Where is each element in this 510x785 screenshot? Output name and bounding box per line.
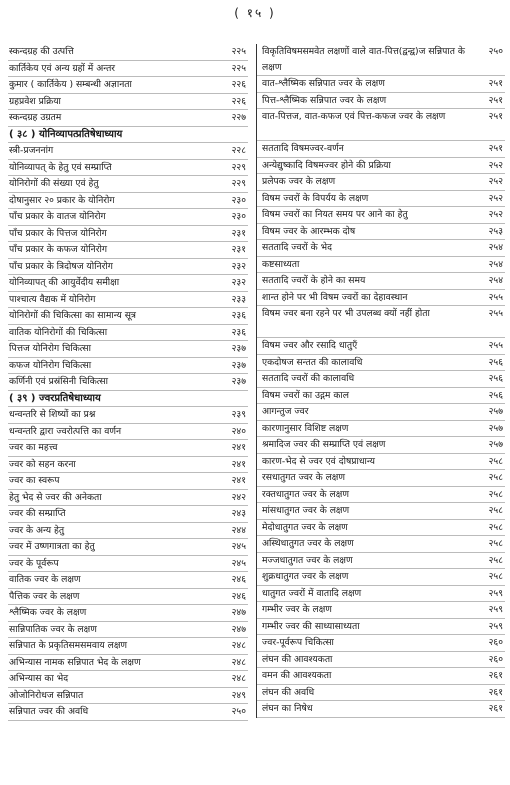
toc-entry-title: रक्तधातुगत ज्वर के लक्षण — [262, 488, 349, 500]
toc-entry-page: २३० — [231, 211, 246, 222]
toc-entry — [8, 374, 248, 391]
toc-entry-page: २५९ — [488, 604, 503, 615]
toc-entry-page: २५८ — [488, 472, 503, 483]
toc-entry — [8, 358, 248, 375]
toc-entry-page: २५७ — [488, 439, 503, 450]
toc-entry-title: ओजोनिरोधज सन्निपात — [9, 689, 84, 701]
toc-entry — [8, 556, 248, 573]
toc-entry-page: २३७ — [231, 359, 246, 371]
toc-entry-page: २५६ — [488, 373, 503, 384]
toc-entry-title: ग्रहप्रवेश प्रक्रिया — [9, 95, 61, 107]
toc-entry-title: स्कन्दग्रह की उत्पत्ति — [9, 46, 74, 57]
toc-entry-page: २५७ — [488, 406, 503, 417]
toc-entry-title: आगन्तुज ज्वर — [262, 406, 309, 417]
toc-entry — [257, 701, 505, 718]
toc-entry — [257, 569, 505, 586]
toc-entry-title: धन्वन्तरि द्वारा ज्वरोत्पत्ति का वर्णन — [9, 425, 122, 437]
toc-entry-title: कार्तिकेय एवं अन्य ग्रहों में अन्तर — [9, 62, 116, 74]
toc-entry-title: सान्निपातिक ज्वर के लक्षण — [9, 623, 97, 635]
toc-entry-page: २५४ — [488, 275, 503, 286]
toc-entry — [8, 308, 248, 325]
toc-entry-page: २३७ — [231, 376, 246, 387]
toc-entry-title: पाँच प्रकार के त्रिदोषज योनिरोग — [9, 260, 113, 272]
toc-entry-title: मज्जधातुगत ज्वर के लक्षण — [262, 554, 353, 566]
toc-entry — [8, 325, 248, 342]
toc-chapter-heading — [8, 391, 248, 408]
toc-entry-page: २२५ — [231, 46, 246, 57]
toc-entry-page: २४० — [231, 425, 246, 437]
toc-entry — [8, 77, 248, 94]
toc-entry-page: २५८ — [488, 521, 503, 533]
toc-entry-page: २४७ — [231, 607, 246, 618]
toc-entry-page: २६१ — [488, 703, 503, 714]
toc-entry — [8, 440, 248, 457]
toc-entry — [257, 668, 505, 685]
toc-entry — [8, 638, 248, 655]
toc-entry — [257, 158, 505, 175]
toc-entry — [257, 306, 505, 338]
toc-entry-title: पित्त-श्लैष्मिक सन्निपात ज्वर के लक्षण — [262, 94, 387, 106]
toc-entry-page: २४४ — [231, 524, 246, 536]
toc-entry-page: २५१ — [488, 143, 503, 154]
toc-entry-title: वातिक योनिरोगों की चिकित्सा — [9, 326, 108, 338]
toc-entry-title: सन्निपात के प्रकृतिसमसमवाय लक्षण — [9, 640, 128, 651]
toc-entry — [8, 473, 248, 490]
toc-entry-title: मांसधातुगत ज्वर के लक्षण — [262, 505, 350, 516]
toc-entry-page: २५१ — [488, 94, 503, 106]
toc-entry-page: २५२ — [488, 209, 503, 220]
toc-entry — [257, 93, 505, 110]
toc-entry — [257, 553, 505, 570]
toc-entry-title: वातिक ज्वर के लक्षण — [9, 574, 81, 585]
toc-entry — [8, 341, 248, 358]
toc-entry-page: २४८ — [231, 640, 246, 651]
toc-entry — [257, 257, 505, 274]
toc-entry — [257, 635, 505, 652]
toc-entry-title: विषम ज्वरों का नियत समय पर आने का हेतु — [262, 209, 408, 220]
toc-entry-page: २२५ — [231, 62, 246, 74]
toc-entry-page: २३१ — [231, 244, 246, 255]
toc-entry-title: पाँच प्रकार के वातज योनिरोग — [9, 211, 106, 222]
toc-entry — [257, 338, 505, 355]
toc-entry-title: वात-श्लैष्मिक सन्निपात ज्वर के लक्षण — [262, 78, 385, 89]
toc-entry-page: २५८ — [488, 505, 503, 516]
toc-entry — [257, 404, 505, 421]
toc-entry — [8, 424, 248, 441]
toc-entry-page: २४५ — [231, 541, 246, 552]
toc-entry — [8, 704, 248, 721]
toc-entry — [8, 671, 248, 688]
toc-entry-title: कारणानुसार विशिष्ट लक्षण — [262, 422, 349, 434]
toc-entry — [257, 371, 505, 388]
toc-entry — [257, 207, 505, 224]
toc-entry — [8, 275, 248, 292]
toc-entry-page: २४२ — [231, 491, 246, 503]
toc-entry — [257, 44, 505, 76]
toc-entry — [257, 421, 505, 438]
toc-entry-page: २२६ — [231, 95, 246, 107]
toc-entry-page: २५५ — [488, 308, 503, 319]
toc-entry-title: शुक्रधातुगत ज्वर के लक्षण — [262, 571, 349, 582]
toc-chapter-heading — [8, 127, 248, 144]
toc-entry-title: शान्त होने पर भी विषम ज्वरों का देहावस्थान — [262, 291, 408, 303]
toc-entry-title: पाँच प्रकार के कफज योनिरोग — [9, 244, 108, 255]
toc-entry — [257, 141, 505, 158]
toc-entry-page: २६० — [488, 653, 503, 665]
toc-entry — [257, 388, 505, 405]
toc-entry-page: २५१ — [488, 111, 503, 122]
toc-entry-title: वमन की आवश्यकता — [262, 670, 332, 681]
toc-entry-page: २५८ — [488, 488, 503, 500]
toc-entry — [257, 470, 505, 487]
toc-entry-title: रसधातुगत ज्वर के लक्षण — [262, 472, 346, 483]
toc-entry-title: कष्टसाध्यता — [262, 258, 300, 270]
toc-entry — [8, 688, 248, 705]
toc-entry-title: योनिव्यापत् के हेतु एवं सम्प्राप्ति — [9, 161, 112, 173]
toc-entry-title: अभिन्यास का भेद — [9, 673, 69, 684]
toc-entry — [257, 454, 505, 471]
toc-entry-page: २३१ — [231, 227, 246, 239]
toc-entry-title: एकदोषज सन्तत की कालावधि — [262, 356, 363, 368]
toc-entry-page: २४९ — [231, 689, 246, 701]
toc-entry-title: प्रलेपक ज्वर के लक्षण — [262, 176, 336, 187]
toc-entry-title: कारण-भेद से ज्वर एवं दोषप्राधान्य — [262, 455, 375, 467]
toc-entry-title: कुमार ( कार्तिकेय ) सम्बन्धी अज्ञानता — [9, 79, 132, 90]
toc-entry-page: २२९ — [231, 178, 246, 189]
toc-entry — [8, 457, 248, 474]
toc-entry — [257, 355, 505, 372]
toc-entry — [8, 622, 248, 639]
toc-entry-page: २५८ — [488, 455, 503, 467]
toc-entry-page: २५२ — [488, 159, 503, 171]
toc-entry — [257, 174, 505, 191]
toc-entry-title: सततादि विषमज्वर-वर्णन — [262, 143, 344, 154]
toc-entry — [8, 61, 248, 78]
toc-entry-page: २४६ — [231, 590, 246, 602]
toc-entry — [8, 292, 248, 309]
toc-entry — [257, 503, 505, 520]
toc-entry-title: अस्थिधातुगत ज्वर के लक्षण — [262, 538, 354, 549]
toc-entry-page: २३९ — [231, 409, 246, 420]
toc-entry-title: ज्वर को सहन करना — [9, 458, 76, 470]
toc-entry — [257, 76, 505, 93]
toc-entry-title: सततादि ज्वरों की कालावधि — [262, 373, 355, 384]
toc-entry — [257, 109, 505, 141]
toc-entry-page: २५१ — [488, 78, 503, 89]
toc-entry — [8, 407, 248, 424]
toc-entry — [8, 110, 248, 127]
toc-entry — [257, 520, 505, 537]
toc-entry-title: हेतु भेद से ज्वर की अनेकता — [9, 491, 102, 503]
toc-entry-page: २५० — [488, 46, 503, 57]
toc-entry-title: लंघन की आवश्यकता — [262, 653, 333, 665]
toc-entry-title: अन्येद्युष्कादि विषमज्वर होने की प्रक्रिया — [262, 159, 391, 171]
toc-entry-page: २४७ — [231, 623, 246, 635]
toc-entry-title: स्त्री-प्रजननांग — [9, 145, 54, 156]
toc-entry-page: २४८ — [231, 673, 246, 684]
toc-entry-title: योनिव्यापत् की आयुर्वेदीय समीक्षा — [9, 277, 120, 288]
toc-entry-page: २५८ — [488, 538, 503, 549]
toc-entry — [257, 652, 505, 669]
toc-entry-page: २४५ — [231, 557, 246, 569]
toc-entry — [257, 685, 505, 702]
toc-entry-page: २५८ — [488, 554, 503, 566]
toc-right-column — [256, 44, 505, 718]
toc-entry-title: योनिरोगों की चिकित्सा का सामान्य सूत्र — [9, 310, 136, 321]
toc-entry — [8, 209, 248, 226]
toc-entry — [257, 602, 505, 619]
toc-entry-page: २४१ — [231, 442, 246, 453]
toc-entry-title: वात-पित्तज, वात-कफज एवं पित्त-कफज ज्वर के लक्षण — [262, 111, 446, 122]
toc-entry-page: २५७ — [488, 422, 503, 434]
toc-entry-title: विषम ज्वर और रसादि धातुएँ — [262, 340, 358, 351]
toc-entry-page: २५० — [231, 706, 246, 717]
toc-entry-title: दोषानुसार २० प्रकार के योनिरोग — [9, 194, 115, 206]
toc-entry — [257, 290, 505, 307]
toc-entry-title: पाँच प्रकार के पित्तज योनिरोग — [9, 227, 107, 239]
toc-entry — [257, 224, 505, 241]
toc-entry — [8, 506, 248, 523]
toc-entry-page: २३२ — [231, 277, 246, 288]
toc-entry-title: ज्वर में उष्णगात्रता का हेतु — [9, 541, 95, 552]
toc-entry-title: ( ३८ ) योनिव्यापत्प्रतिषेधाध्याय — [9, 128, 123, 140]
toc-entry-page: २५२ — [488, 192, 503, 204]
toc-entry-page: २४३ — [231, 508, 246, 519]
toc-entry-page: २३३ — [231, 293, 246, 305]
toc-entry-page: २५९ — [488, 620, 503, 632]
toc-entry-title: अभिन्यास नामक सन्निपात भेद के लक्षण — [9, 656, 141, 668]
toc-entry — [8, 160, 248, 177]
toc-entry — [257, 487, 505, 504]
toc-entry-title: ज्वर की सम्प्राप्ति — [9, 508, 66, 519]
toc-entry-page: २६० — [488, 637, 503, 648]
toc-entry-title: विषम ज्वरों के विपर्यय के लक्षण — [262, 192, 369, 204]
toc-entry — [257, 240, 505, 257]
toc-entry-page: २३६ — [231, 310, 246, 321]
toc-entry-title: कफज योनिरोग चिकित्सा — [9, 359, 92, 371]
toc-entry — [8, 589, 248, 606]
toc-entry-title: विषम ज्वर बना रहने पर भी उपलब्ध क्यों नहीं होता — [262, 308, 430, 319]
toc-entry-title: धातुगत ज्वरों में वातादि लक्षण — [262, 587, 362, 599]
toc-entry — [8, 655, 248, 672]
toc-entry-page: २५२ — [488, 176, 503, 187]
toc-entry-title: गम्भीर ज्वर की साध्यासाध्यता — [262, 620, 360, 632]
toc-entry-title: ज्वर-पूर्वरूप चिकित्सा — [262, 637, 334, 648]
toc-entry — [257, 191, 505, 208]
toc-entry-page: २३२ — [231, 260, 246, 272]
toc-entry-title: सततादि ज्वरों के भेद — [262, 242, 332, 253]
toc-entry-page: २५३ — [488, 225, 503, 237]
toc-entry-page: २२७ — [231, 112, 246, 123]
toc-entry-title: श्रमादिज ज्वर की सम्प्राप्ति एवं लक्षण — [262, 439, 386, 450]
toc-entry — [257, 536, 505, 553]
toc-entry-title: सततादि ज्वरों के होने का समय — [262, 275, 366, 286]
toc-entry-title: पित्तज योनिरोग चिकित्सा — [9, 343, 91, 354]
toc-entry-title: ज्वर का महत्त्व — [9, 442, 58, 453]
toc-entry-page: २२८ — [231, 145, 246, 156]
page-number: ( १५ ) — [234, 6, 276, 20]
toc-entry-title: ( ३९ ) ज्वरप्रतिषेधाध्याय — [9, 392, 101, 404]
toc-entry — [257, 586, 505, 603]
toc-entry-page: २५५ — [488, 340, 503, 351]
toc-entry-page: २२६ — [231, 79, 246, 90]
toc-entry-title: पाश्चात्य वैद्यक में योनिरोग — [9, 293, 96, 305]
toc-entry-page: २५६ — [488, 356, 503, 368]
toc-entry-title: लंघन का निषेध — [262, 703, 313, 714]
toc-entry-title: सन्निपात ज्वर की अवधि — [9, 706, 89, 717]
toc-entry-title: विकृतिविषमसमवेत लक्षणों वाले वात-पित्त(द्वन्द्व)ज सन्निपात के लक्षण — [262, 46, 465, 73]
toc-entry-title: विषम ज्वर के आरम्भक दोष — [262, 225, 356, 237]
toc-entry-page: २५९ — [488, 587, 503, 599]
toc-entry-title: विषम ज्वरों का उद्गम काल — [262, 389, 350, 401]
toc-entry-page: २३० — [231, 194, 246, 206]
toc-entry-page: २३७ — [231, 343, 246, 354]
toc-entry — [8, 539, 248, 556]
toc-entry-page: २४१ — [231, 458, 246, 470]
toc-entry-page: २२९ — [231, 161, 246, 173]
toc-entry-title: पैत्तिक ज्वर के लक्षण — [9, 590, 80, 602]
toc-entry-page: २५६ — [488, 389, 503, 401]
toc-entry-title: श्लैष्मिक ज्वर के लक्षण — [9, 607, 87, 618]
toc-entry — [8, 605, 248, 622]
toc-entry — [8, 242, 248, 259]
toc-entry-title: मेदोधातुगत ज्वर के लक्षण — [262, 521, 348, 533]
toc-entry-title: ज्वर के पूर्वरूप — [9, 557, 59, 569]
toc-entry — [8, 44, 248, 61]
toc-entry-title: गम्भीर ज्वर के लक्षण — [262, 604, 332, 615]
toc-entry — [8, 572, 248, 589]
toc-entry — [257, 273, 505, 290]
toc-entry — [8, 490, 248, 507]
toc-entry — [8, 259, 248, 276]
toc-entry-page: २५५ — [488, 291, 503, 303]
toc-entry — [257, 437, 505, 454]
toc-entry-page: २५४ — [488, 258, 503, 270]
toc-entry-page: २५८ — [488, 571, 503, 582]
toc-entry-title: ज्वर का स्वरूप — [9, 475, 60, 486]
toc-entry-page: २६१ — [488, 686, 503, 698]
toc-entry-page: २४८ — [231, 656, 246, 668]
toc-entry — [8, 226, 248, 243]
toc-entry-page: २६१ — [488, 670, 503, 681]
toc-left-column — [8, 44, 248, 721]
toc-entry-page: २३६ — [231, 326, 246, 338]
toc-entry — [257, 619, 505, 636]
toc-entry-title: योनिरोगों की संख्या एवं हेतु — [9, 178, 99, 189]
toc-entry-page: २४१ — [231, 475, 246, 486]
toc-entry — [8, 94, 248, 111]
toc-entry-page: २४६ — [231, 574, 246, 585]
toc-entry-title: ज्वर के अन्य हेतु — [9, 524, 65, 536]
toc-entry-title: स्कन्दग्रह उग्रतम — [9, 112, 62, 123]
toc-entry-title: धन्वन्तरि से शिष्यों का प्रश्न — [9, 409, 96, 420]
toc-entry — [8, 193, 248, 210]
toc-entry-title: कर्णिनी एवं प्रस्रंसिनी चिकित्सा — [9, 376, 108, 387]
toc-entry-title: लंघन की अवधि — [262, 686, 315, 698]
toc-entry — [8, 143, 248, 160]
toc-entry — [8, 176, 248, 193]
toc-entry-page: २५४ — [488, 242, 503, 253]
toc-entry — [8, 523, 248, 540]
